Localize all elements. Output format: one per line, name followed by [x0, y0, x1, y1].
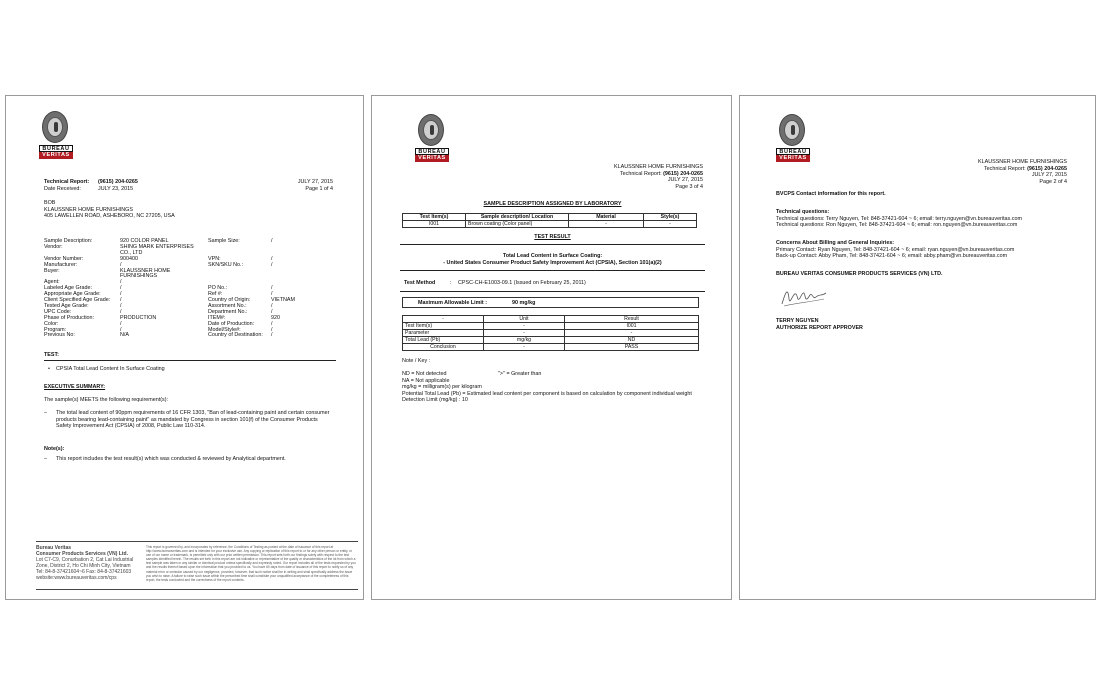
field-value: / [271, 320, 273, 327]
date-received-label: Date Received: [44, 186, 81, 192]
footer-legal-text: This report is governed by, and incorporates by reference, the Conditions of Testing as posted at the date of issuance of this report at http://www.bureauveritas.com and is intended for your exclusive use. Any copying or replication of this report to or for any other person or entity, or use of our name or trademark, is permitted only with our prior written permission. This report sets forth our findings solely with respect to the test samples identified herein. The results set forth in this report are not indicative or representative of the quality or characteristics of the lot from which a test sample was taken or any similar or identical product unless specifically and expressly noted. Our report includes all of the tests requested by you and the results thereof based upon the information that you provided to us. You have 60 days from date of issuance of this report to notify us of any material error or omission caused by our negligence, provided, however, that such notice shall be in writing and shall specifically address the issue you wish to raise. A failure to raise such issue within the prescribed time shall constitute your unqualified acceptance of the completeness of this report, the tests conducted and the correctness of the report contents. [146, 545, 356, 582]
divider [400, 291, 705, 292]
field-label: PO No.: [208, 285, 228, 292]
note-heading: Note / Key : [402, 358, 431, 364]
notes-heading: Note(s): [44, 446, 65, 452]
field-label: Client Specified Age Grade: [44, 297, 111, 303]
field-label: Date of Production: [208, 320, 255, 327]
divider [44, 360, 336, 361]
contact-line: Back-up Contact: Abby Pham, Tel: 848-37421-604 ~ 6; email: abby.pham@vn.bureauveritas.com [776, 253, 1008, 259]
field-value: KLAUSSNER HOME [120, 267, 171, 274]
bureau-veritas-logo: BUREAU VERITAS [39, 111, 73, 159]
field-label: VPN: [208, 255, 221, 262]
field-value: / [120, 302, 122, 309]
footer-divider [36, 541, 358, 542]
footer-company: Bureau Veritas [36, 545, 72, 551]
note-greater-than: ">" = Greater than [498, 371, 542, 377]
field-value: / [271, 308, 273, 315]
field-label: Assortment No.: [208, 302, 247, 309]
summary-line: The total lead content of 90ppm requirements of 16 CFR 1303, "Ban of lead-containing paint and certain consumer [56, 410, 330, 416]
field-label: Country of Destination: [208, 332, 263, 339]
test-method-label: Test Method [404, 280, 436, 286]
page-number: Page 2 of 4 [1039, 178, 1067, 185]
test-heading: TEST: [44, 352, 59, 358]
summary-line: products bearing lead-containing paint" as mandated by Congress in section 101(f) of the Consumer Products [56, 416, 318, 423]
dash-icon: – [44, 410, 47, 416]
contact-line: Primary Contact: Ryan Nguyen, Tel: 848-37421-604 ~ 6; email: ryan.nguyen@vn.bureauveritas.com [776, 246, 1015, 253]
logo-medal-icon [42, 111, 68, 143]
sample-description-heading: SAMPLE DESCRIPTION ASSIGNED BY LABORATORY [483, 201, 622, 207]
tech-report-number: (9615) 204-0265 [98, 179, 138, 185]
field-value: / [120, 320, 122, 327]
field-value: 900400 [120, 255, 138, 262]
field-label: Appropriate Age Grade: [44, 291, 101, 298]
field-label: ITEM#: [208, 314, 226, 321]
page-number: Page 3 of 4 [675, 183, 703, 190]
footer-address: Lot C7-C9, Conurbation 2, Cat Lai Industrial [36, 557, 134, 563]
field-value: VIETNAM [271, 297, 295, 303]
company-heading: BUREAU VERITAS CONSUMER PRODUCTS SERVICES (VN) LTD. [776, 271, 943, 277]
report-page-1 [5, 95, 364, 600]
footer-website: website:www.bureauveritas.com/cps [36, 575, 117, 581]
field-label: Buyer: [44, 267, 60, 274]
field-label: Sample Description: [44, 238, 93, 244]
bullet-icon: • [48, 366, 50, 372]
report-page-3 [371, 95, 732, 600]
field-label: Vendor Number: [44, 255, 84, 262]
field-value: / [120, 285, 122, 292]
executive-summary-heading: EXECUTIVE SUMMARY: [44, 384, 106, 390]
client-name: KLAUSSNER HOME FURNISHINGS [614, 164, 703, 170]
bvcps-contact-heading: BVCPS Contact information for this report. [776, 191, 886, 197]
address-line: BOB [44, 200, 56, 206]
summary-line: Safety Improvement Act (CPSIA) of 2008, Public Law 110-314. [56, 423, 206, 429]
address-line: KLAUSSNER HOME FURNISHINGS [44, 206, 133, 213]
result-title: Total Lead Content in Surface Coating: [502, 253, 603, 259]
field-value: SHING MARK ENTERPRISES [120, 243, 194, 250]
test-method-value: CPSC-CH-E1003-09.1 (Issued on February 25, 2011) [458, 280, 586, 286]
field-value: / [271, 302, 273, 309]
bureau-veritas-logo: BUREAU VERITAS [776, 114, 810, 162]
max-limit-value: 90 mg/kg [512, 299, 536, 306]
tech-report: Technical Report: (9615) 204-0265 [619, 170, 703, 177]
field-label: Previous No: [44, 332, 75, 339]
note-line: mg/kg = milligram(s) per kilogram [402, 384, 482, 390]
footer-company: Consumer Products Services (VN) Ltd. [36, 551, 128, 557]
contact-line: Technical questions: Ron Nguyen, Tel: 848-37421-604 ~ 6; email: ron.nguyen@vn.bureauveritas.com [776, 222, 1018, 228]
divider [400, 270, 705, 271]
field-label: Program: [44, 326, 67, 333]
field-value: / [271, 285, 273, 292]
report-date: JULY 27, 2015 [1031, 172, 1067, 178]
contact-line: Technical questions: Terry Nguyen, Tel: 848-37421-604 ~ 6; email: terry.nguyen@vn.bureauveritas.com [776, 215, 1022, 222]
field-value: / [120, 261, 122, 268]
field-value: / [271, 332, 273, 339]
note-line: ND = Not detected [402, 371, 447, 377]
field-label: Color: [44, 320, 59, 327]
field-label: Model/Style#: [208, 326, 241, 333]
field-value: / [271, 238, 273, 244]
divider [400, 244, 705, 245]
field-value: / [120, 326, 122, 333]
field-label: Vendor: [44, 243, 63, 250]
tech-report: Technical Report: (9615) 204-0265 [983, 165, 1067, 172]
test-method-colon: : [450, 280, 452, 286]
dash-icon: – [44, 456, 47, 462]
field-value: / [120, 279, 122, 286]
footer-address: Zone, District 2, Ho Chi Minh City, Vietnam [36, 563, 131, 569]
field-value: / [271, 291, 273, 298]
note-line: Detection Limit (mg/kg) : 10 [402, 397, 468, 403]
field-value: / [120, 291, 122, 298]
test-result-table: - Unit Result Test Item(s) - I001 Parameter - - Total Lead (Pb) mg/kg ND Conclusion - PASS [402, 315, 699, 351]
technical-questions-heading: Technical questions: [776, 209, 830, 215]
test-item: CPSIA Total Lead Content In Surface Coating [56, 366, 165, 372]
report-date: JULY 27, 2015 [667, 177, 703, 183]
max-limit-label: Maximum Allowable Limit : [418, 299, 487, 306]
logo-medal-icon [418, 114, 444, 146]
logo-medal-icon [779, 114, 805, 146]
result-subtitle: - United States Consumer Product Safety Improvement Act (CPSIA), Section 101(a)(2) [443, 259, 662, 266]
billing-heading: Concerns About Billing and General Inquiries: [776, 240, 895, 246]
field-value: FURNISHINGS [120, 273, 158, 280]
field-value: 920 COLOR PANEL [120, 238, 169, 244]
field-label: Labeled Age Grade: [44, 285, 92, 292]
address-line: 405 LAWELLEN ROAD, ASHEBORO, NC 27205, USA [44, 213, 175, 219]
signer-name: TERRY NGUYEN [776, 318, 819, 324]
field-value: / [271, 326, 273, 333]
client-name: KLAUSSNER HOME FURNISHINGS [978, 159, 1067, 165]
field-value: 920 [271, 314, 280, 321]
page-number: Page 1 of 4 [305, 186, 333, 192]
bureau-veritas-logo: BUREAU VERITAS [415, 114, 449, 162]
field-label: Phase of Production: [44, 314, 95, 321]
field-label: Tested Age Grade: [44, 302, 89, 309]
field-label: UPC Code: [44, 308, 72, 315]
signature-image [778, 284, 830, 310]
field-label: Manufacturer: [44, 261, 78, 268]
note-line: NA = Not applicable [402, 377, 450, 384]
field-value: CO., LTD [120, 249, 143, 256]
field-value: / [120, 308, 122, 315]
date-received-value: JULY 23, 2015 [98, 186, 134, 192]
test-result-heading: TEST RESULT [534, 234, 571, 240]
signer-title: AUTHORIZE REPORT APPROVER [776, 324, 863, 331]
field-label: Ref #: [208, 291, 223, 298]
field-value: / [271, 261, 273, 268]
field-label: Department No.: [208, 308, 248, 315]
field-value: N/A [120, 332, 129, 339]
report-date: JULY 27, 2015 [297, 179, 333, 185]
field-value: / [120, 297, 122, 303]
field-label: SKN/SKU No.: [208, 261, 244, 268]
report-page-2 [739, 95, 1096, 600]
field-value: PRODUCTION [120, 314, 157, 321]
sample-description-table: Test Item(s) Sample description/ Location Material Style(s) I001 Brown coating (Color panel) - - [402, 213, 697, 228]
field-label: Agent: [44, 279, 60, 286]
footer-divider [36, 589, 358, 590]
note-line: Potential Total Lead (Pb) = Estimated lead content per component is based on calculation by component individual weight [402, 390, 692, 397]
field-value: / [271, 255, 273, 262]
footer-phone: Tel: 84-8-37421604~6 Fax: 84-8-37421603 [36, 569, 132, 575]
note-line: This report includes the test result(s) which was conducted & reviewed by Analytical department. [56, 456, 286, 462]
executive-summary-intro: The sample(s) MEETS the following requirement(s): [44, 397, 169, 403]
field-label: Sample Size: [208, 238, 240, 244]
tech-report-label: Technical Report: [44, 179, 90, 185]
field-label: Country of Origin: [208, 297, 251, 303]
